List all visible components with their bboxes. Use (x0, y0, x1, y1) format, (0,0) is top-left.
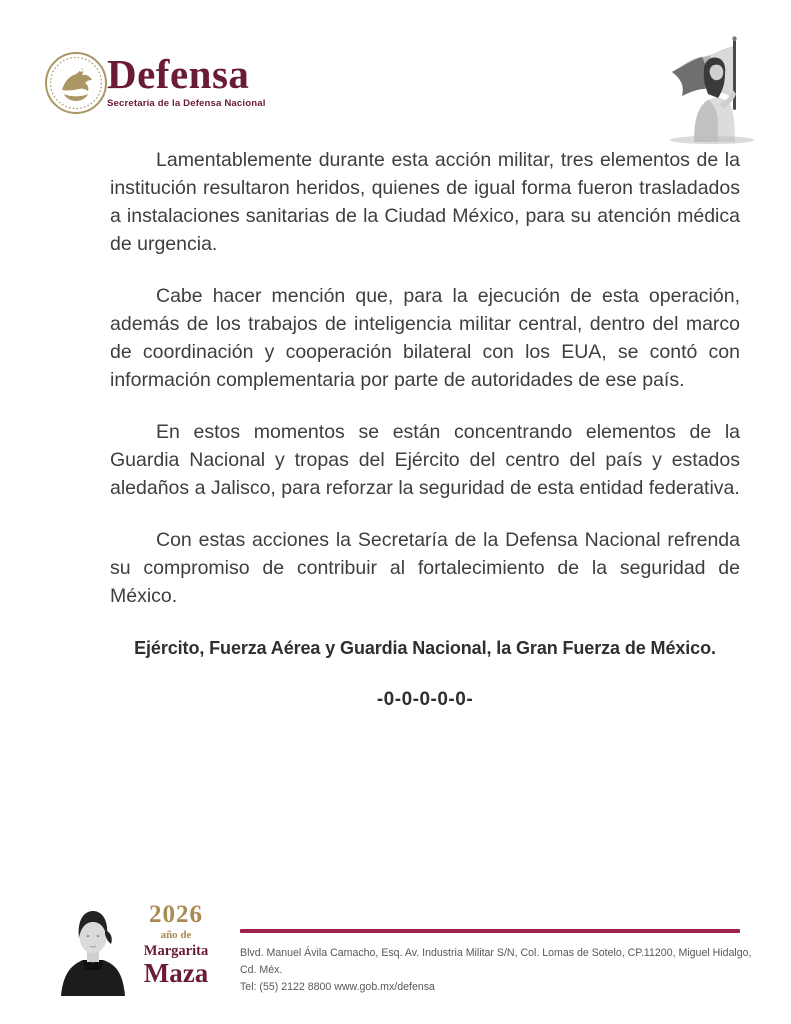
mexican-coat-of-arms-seal-icon (44, 50, 108, 116)
woman-with-flag-illustration (648, 30, 766, 144)
maza-year-label: 2026 (149, 901, 203, 928)
brand-subtitle: Secretaría de la Defensa Nacional (107, 98, 266, 110)
brand-block (107, 53, 287, 109)
closing-motto: Ejército, Fuerza Aérea y Guardia Nacional, la Gran Fuerza de México. (134, 638, 716, 658)
footer-divider-rule (240, 929, 740, 933)
paragraph-4: Con estas acciones la Secretaría de la Defensa Nacional refrenda su compromiso de contribuir al fortalecimiento de la seguridad de México. (110, 529, 740, 607)
end-separator: -0-0-0-0-0- (376, 689, 474, 710)
document-body (110, 146, 740, 714)
maza-caption-label: año de (160, 929, 192, 941)
brand-wordmark: Defensa (107, 51, 250, 97)
maza-lastname-label: Maza (143, 957, 209, 988)
footer-address-block (240, 945, 760, 996)
footer-contact-line: Tel: (55) 2122 8800 www.gob.mx/defensa (240, 981, 435, 993)
paragraph-2: Cabe hacer mención que, para la ejecución de esta operación, además de los trabajos de inteligencia militar central, dentro del marco de coordinación y cooperación bilateral con los EUA, se contó con información complementaria por parte de autoridades de ese país. (110, 285, 740, 391)
margarita-maza-portrait (53, 896, 133, 996)
paragraph-3: En estos momentos se están concentrando elementos de la Guardia Nacional y tropas del Ejército del centro del país y estados aledaños a Jalisco, para reforzar la seguridad de esta entidad federativa. (110, 421, 740, 499)
maza-firstname-label: Margarita (143, 943, 209, 959)
maza-logotype (130, 902, 222, 987)
paragraph-1: Lamentablemente durante esta acción militar, tres elementos de la institución resultaron heridos, quienes de igual forma fueron trasladados a instalaciones sanitarias de la Ciudad México, para su atención médica de urgencia. (110, 149, 740, 255)
footer-address-line: Blvd. Manuel Ávila Camacho, Esq. Av. Industria Militar S/N, Col. Lomas de Sotelo, CP.11200, Miguel Hidalgo, Cd. Méx. (240, 947, 752, 976)
